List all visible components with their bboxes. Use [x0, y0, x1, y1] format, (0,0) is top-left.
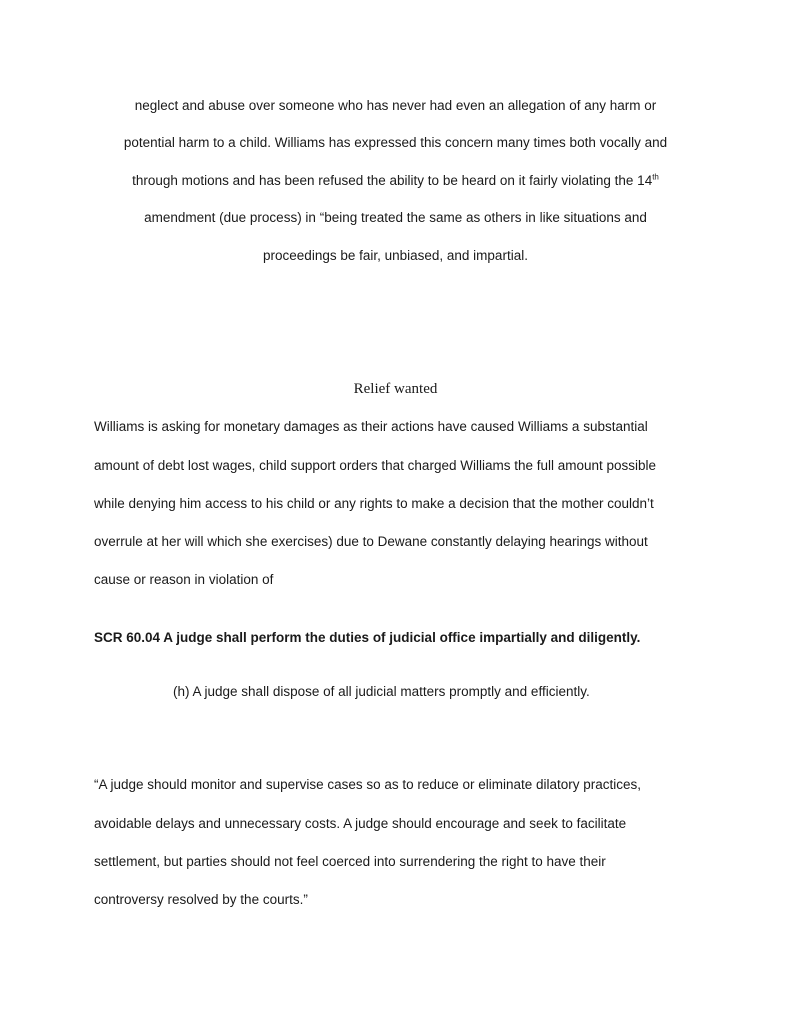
quote-line-4: controversy resolved by the courts.” [94, 892, 308, 907]
intro-line-5: proceedings be fair, unbiased, and impartial. [263, 248, 528, 263]
intro-line-2: potential harm to a child. Williams has expressed this concern many times both vocally and [123, 135, 668, 150]
intro-line-1: neglect and abuse over someone who has never had even an allegation of any harm or [134, 98, 657, 113]
quote-line-1: “A judge should monitor and supervise cases so as to reduce or eliminate dilatory practices, [94, 777, 642, 792]
rule-subsection: (h) A judge shall dispose of all judicial matters promptly and efficiently. [173, 684, 590, 699]
intro-line-4: amendment (due process) in “being treated the same as others in like situations and [144, 210, 647, 225]
intro-line-3 [0, 172, 791, 190]
relief-line-1: Williams is asking for monetary damages as their actions have caused Williams a substantial [94, 419, 648, 434]
quote-line-3: settlement, but parties should not feel coerced into surrendering the right to have their [94, 854, 606, 869]
relief-line-2: amount of debt lost wages, child support orders that charged Williams the full amount possible [94, 458, 657, 473]
relief-line-4: overrule at her will which she exercises) due to Dewane constantly delaying hearings without [94, 534, 648, 549]
relief-line-3: while denying him access to his child or any rights to make a decision that the mother couldn’t [94, 496, 654, 511]
quote-line-2: avoidable delays and unnecessary costs. A judge should encourage and seek to facilitate [94, 816, 627, 831]
ordinal-superscript: th [652, 172, 659, 182]
relief-line-5: cause or reason in violation of [94, 572, 274, 587]
intro-line-3-text: through motions and has been refused the ability to be heard on it fairly violating the 14 [132, 173, 653, 188]
rule-heading: SCR 60.04 A judge shall perform the duties of judicial office impartially and diligently. [94, 630, 641, 645]
relief-heading: Relief wanted [353, 381, 438, 397]
